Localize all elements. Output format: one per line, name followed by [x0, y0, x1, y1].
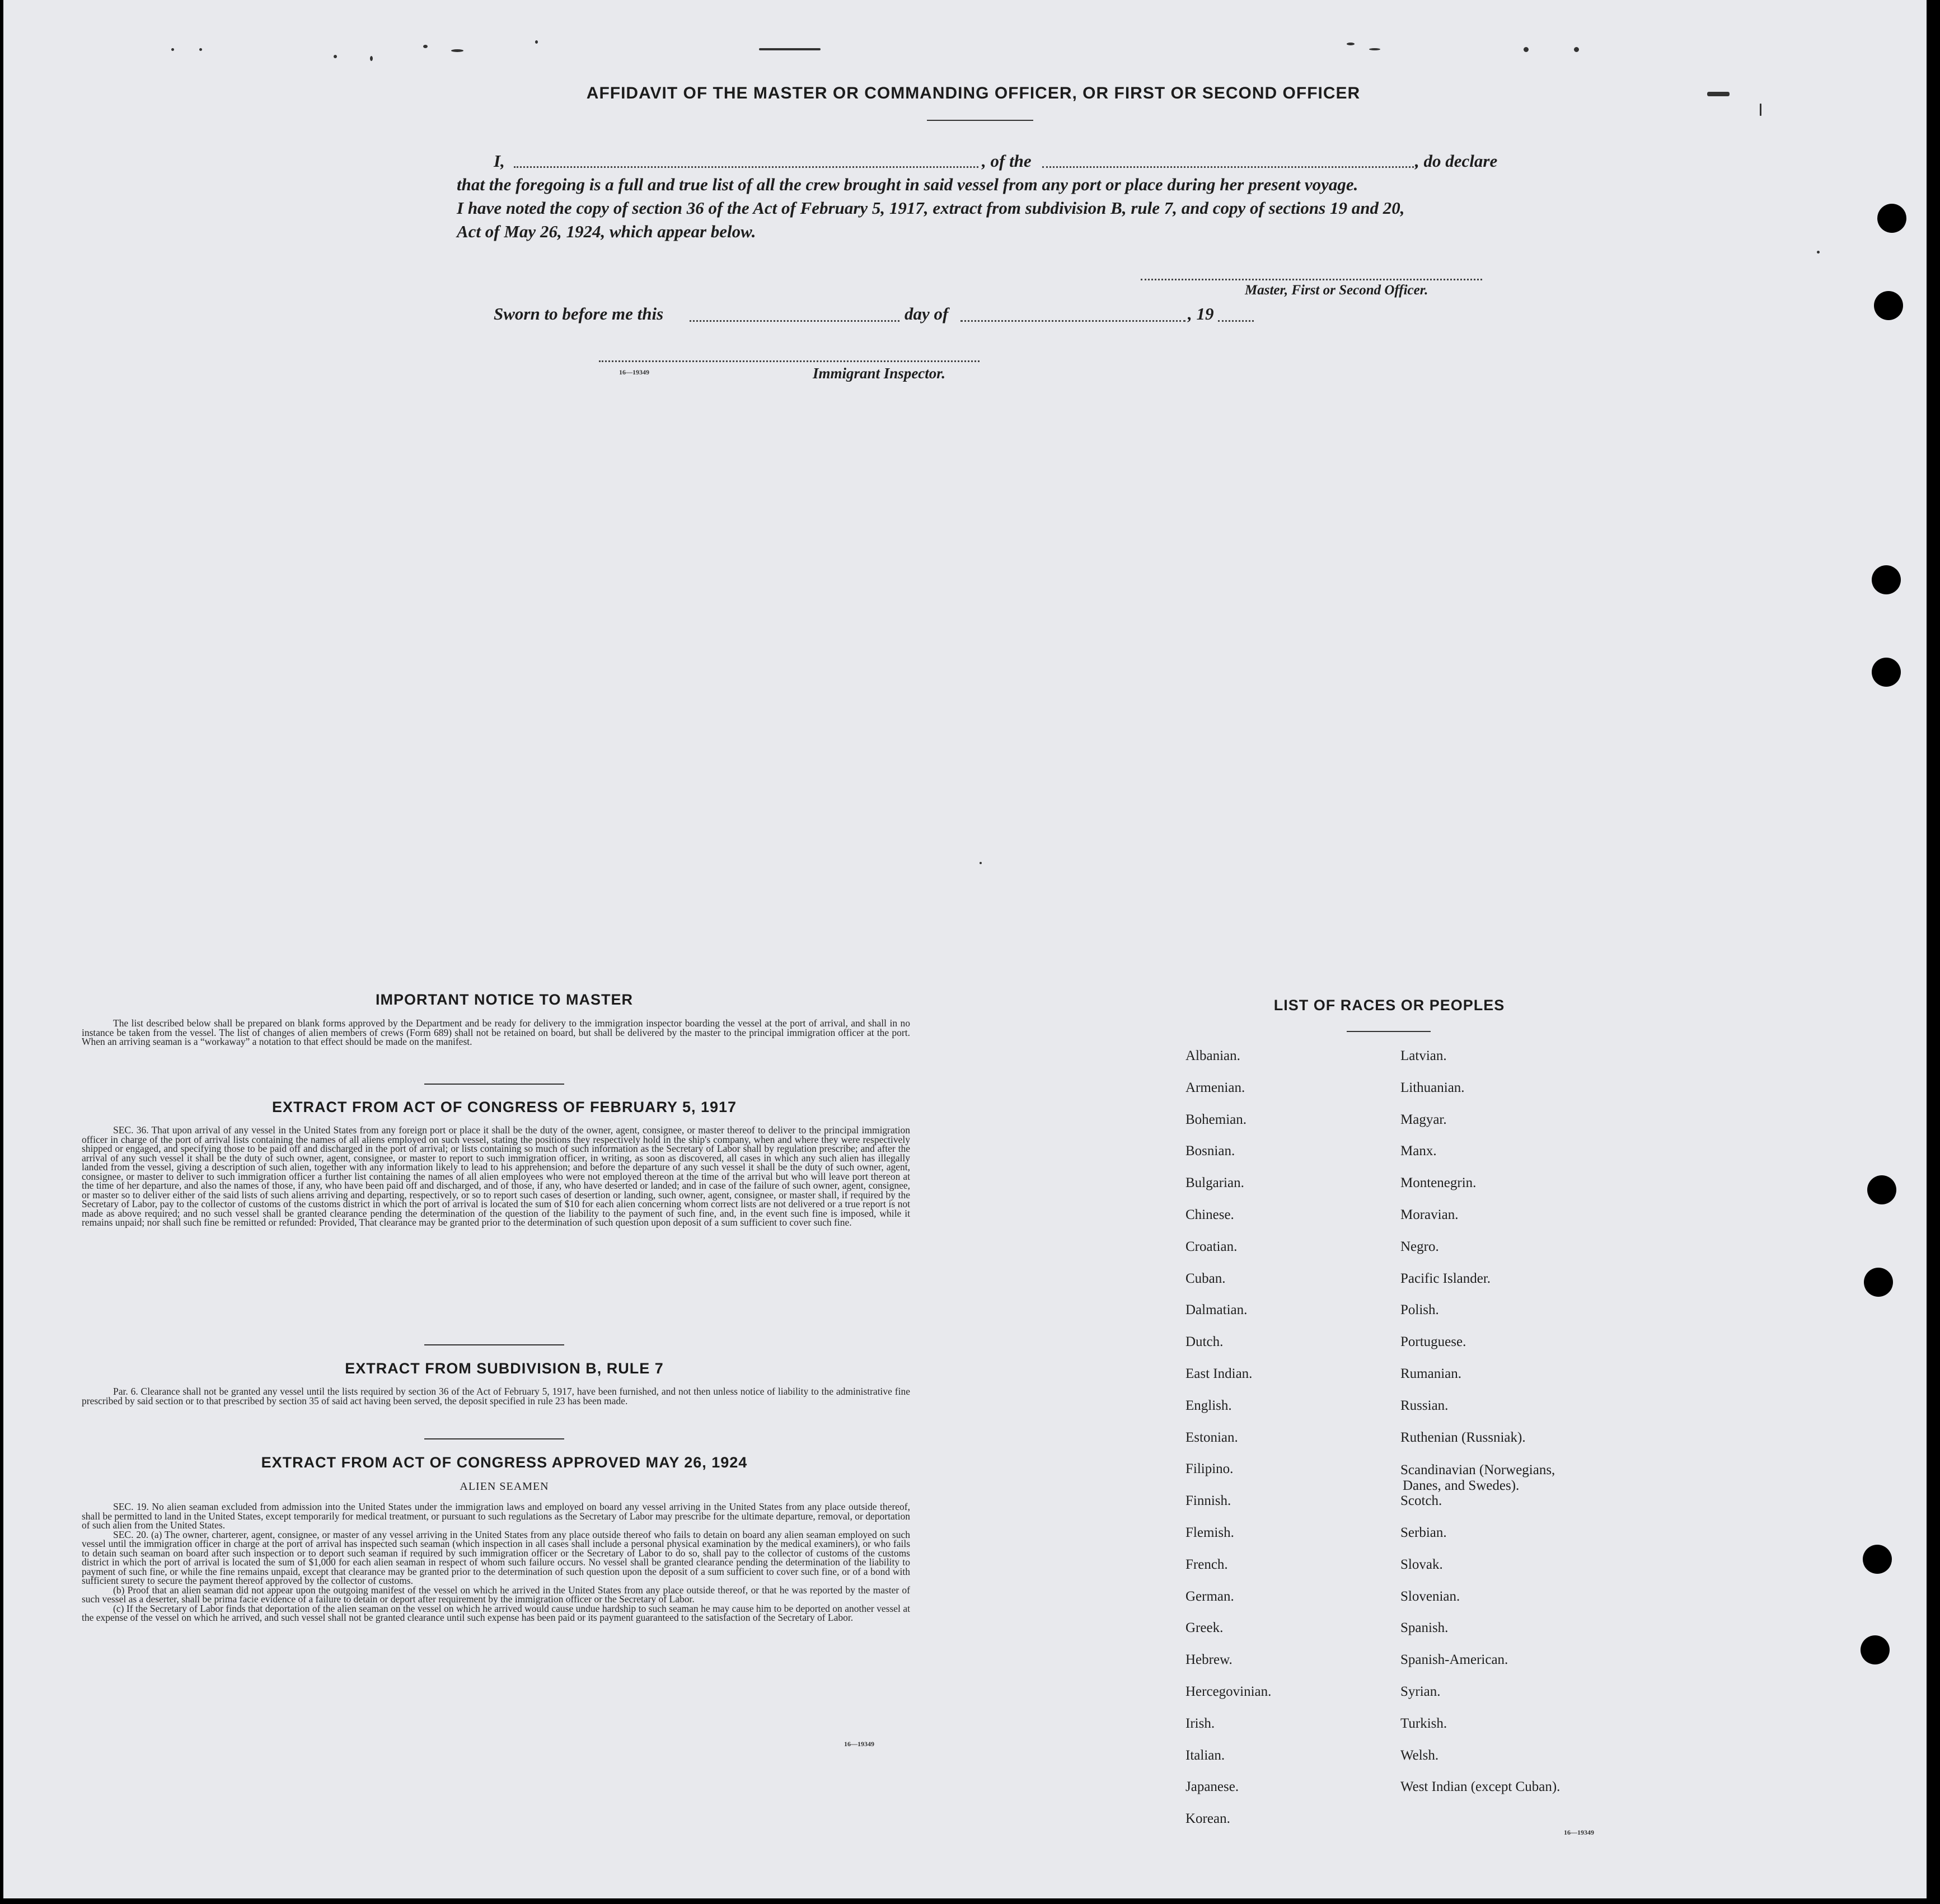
race-item-right: Montenegrin.	[1400, 1175, 1477, 1191]
day-of-label: day of	[905, 304, 949, 323]
sec20c-text: (c) If the Secretary of Labor finds that deportation of the alien seaman on the vessel on which he arrived would cause undue hardship to such seaman he may cause him to be deported on another vessel at the expense of the vessel on which he arrived, and such vessel shall not be granted clearance until such expense has been paid or its payment guaranteed to the satisfaction of the Secretary of Labor.	[82, 1602, 910, 1623]
race-item-left: Hercegovinian.	[1185, 1684, 1272, 1699]
title-rule	[927, 120, 1033, 121]
race-item-left: Cuban.	[1185, 1270, 1226, 1286]
rule7-body	[82, 1387, 910, 1405]
speck	[334, 55, 337, 58]
race-item-left: Dutch.	[1185, 1334, 1224, 1350]
race-item-left: Hebrew.	[1185, 1652, 1233, 1668]
sworn-label: Sworn to before me this	[494, 304, 664, 323]
race-item-left: Flemish.	[1185, 1525, 1234, 1540]
race-item-right: Ruthenian (Russniak).	[1400, 1429, 1526, 1445]
race-item-right: West Indian (except Cuban).	[1400, 1779, 1561, 1795]
race-item-right: Spanish-American.	[1400, 1652, 1508, 1668]
speck	[1574, 47, 1579, 52]
race-item-left: Bohemian.	[1185, 1112, 1247, 1127]
vessel-blank	[1042, 166, 1417, 168]
race-item-right: Latvian.	[1400, 1048, 1447, 1063]
speck	[370, 56, 373, 61]
alien-seamen-subtitle: ALIEN SEAMEN	[460, 1480, 549, 1493]
race-item-left: Irish.	[1185, 1715, 1215, 1731]
binder-hole	[1861, 1635, 1890, 1664]
notice-body	[82, 1019, 910, 1047]
binder-hole	[1867, 1175, 1896, 1204]
sec36-text: SEC. 36. That upon arrival of any vessel in the United States from any foreign port or place it shall be the duty of the owner, agent, consignee, or master thereof to deliver to the principal immigration officer in charge of the port of arrival lists containing the names of all aliens employed on such vessel, stating the positions they respectively hold in the ship's company, when and where they were respectively shipped or engaged, and specifying those to be paid off and discharged in the port of arrival; or lists containing so much of such information as the Secretary of Labor shall by regulation prescribe; and after the arrival of any such vessel it shall be the duty of such owner, agent, consignee, or master to report to such immigration officer, in writing, as soon as discovered, all cases in which any such alien has illegally landed from the vessel, giving a description of such alien, together with any information likely to lead to his apprehension; and before the departure of any such vessel it shall be the duty of such owner, agent, consignee, or master to deliver to such immigration officer a further list containing the names of all alien employees who were not employed thereon at the time of the arrival but who will leave port thereon at the time of her departure, and also the names of those, if any, who have been paid off and discharged, and of those, if any, who have deserted or landed; and in case of the failure of such owner, agent, consignee, or master so to deliver either of the said lists of such aliens arriving and departing, respectively, or so to report such cases of desertion or landing, such owner, agent, consignee, or master shall, if required by the Secretary of Labor, pay to the collector of customs of the customs district in which the port of arrival is located the sum of $10 for each alien concerning whom correct lists are not delivered or a true report is not made as above required; and no such vessel shall be granted clearance pending the determination of the question of the liability to the payment of such fine, and, in the event such fine is imposed, while it remains unpaid; nor shall such fine be remitted or refunded: Provided, That clearance may be granted prior to the determination of such question upon deposit of a sum sufficient to cover such fine.	[82, 1124, 910, 1228]
race-item-right: Moravian.	[1400, 1207, 1459, 1222]
race-item-right: Russian.	[1400, 1397, 1449, 1413]
race-item-left: Korean.	[1185, 1811, 1230, 1827]
speck	[199, 48, 202, 51]
race-item-left: German.	[1185, 1588, 1234, 1604]
race-item-left: French.	[1185, 1556, 1228, 1572]
speck	[1524, 47, 1529, 52]
binder-hole	[1872, 565, 1901, 594]
affidavit-i: I,	[494, 151, 505, 171]
binder-hole	[1877, 204, 1906, 233]
race-item-right: Slovenian.	[1400, 1588, 1460, 1604]
extract-1917-body	[82, 1125, 910, 1227]
document-page	[3, 0, 1927, 1898]
inspector-label: Immigrant Inspector.	[813, 365, 946, 382]
affidavit-of-the: , of the	[982, 151, 1032, 171]
affidavit-line-3: I have noted the copy of section 36 of the Act of February 5, 1917, extract from subdivision B, rule 7, and copy of sections 19 and 20,	[457, 198, 1405, 218]
race-item-left: East Indian.	[1185, 1366, 1253, 1381]
race-item-left: Croatian.	[1185, 1239, 1238, 1254]
race-item-right: Lithuanian.	[1400, 1080, 1465, 1095]
speck	[535, 40, 538, 44]
speck	[171, 48, 174, 51]
speck	[759, 48, 821, 50]
race-item-right: Pacific Islander.	[1400, 1270, 1491, 1286]
race-item-right: Serbian.	[1400, 1525, 1447, 1540]
race-item-right: Scandinavian (Norwegians,	[1400, 1462, 1555, 1478]
extract-1924-title: EXTRACT FROM ACT OF CONGRESS APPROVED MAY 26, 1924	[261, 1454, 748, 1471]
race-item-left: Italian.	[1185, 1747, 1225, 1763]
race-item-right: Turkish.	[1400, 1715, 1447, 1731]
affidavit-line-2: that the foregoing is a full and true list of all the crew brought in said vessel from any port or place during her present voyage.	[457, 175, 1358, 194]
binder-hole	[1872, 658, 1901, 687]
rule7-text: Par. 6. Clearance shall not be granted any vessel until the lists required by section 36 of the Act of February 5, 1917, have been furnished, and not then unless notice of liability to the administrative fine prescribed by said section or to that prescribed by section 35 of said act having been served, the deposit specified in rule 23 has been made.	[82, 1386, 910, 1406]
section-rule	[424, 1438, 564, 1439]
race-item-right: Syrian.	[1400, 1684, 1441, 1699]
year-prefix: , 19	[1188, 304, 1214, 323]
races-title: LIST OF RACES OR PEOPLES	[1273, 997, 1505, 1014]
race-item-right: Magyar.	[1400, 1112, 1447, 1127]
race-item-left: Filipino.	[1185, 1461, 1234, 1477]
binder-hole	[1874, 291, 1903, 320]
sec20b-text: (b) Proof that an alien seaman did not appear upon the outgoing manifest of the vessel on which he arrived in the United States from any place outside thereof, or that he was reported by the master of such vessel as a deserter, shall be prima facie evidence of a failure to detain or deport after requirement by the immigration officer or the Secretary of Labor.	[82, 1584, 910, 1605]
affidavit-title: AFFIDAVIT OF THE MASTER OR COMMANDING OFFICER, OR FIRST OR SECOND OFFICER	[586, 84, 1361, 102]
race-item-left: Finnish.	[1185, 1493, 1231, 1509]
section-rule	[424, 1344, 564, 1345]
extract-1924-body	[82, 1502, 910, 1622]
race-item-right: Danes, and Swedes).	[1403, 1478, 1520, 1494]
race-item-left: Bulgarian.	[1185, 1175, 1244, 1191]
speck	[1817, 251, 1820, 254]
race-item-left: Bosnian.	[1185, 1143, 1235, 1159]
master-signature-label: Master, First or Second Officer.	[1245, 283, 1428, 298]
race-item-right: Negro.	[1400, 1239, 1439, 1254]
binder-hole	[1864, 1268, 1893, 1297]
race-item-right: Polish.	[1400, 1302, 1439, 1318]
speck	[1369, 48, 1380, 50]
name-blank	[514, 166, 978, 168]
form-number-top: 16—19349	[619, 368, 649, 376]
speck	[423, 45, 428, 48]
year-blank	[1218, 320, 1254, 322]
race-item-left: Armenian.	[1185, 1080, 1245, 1095]
sworn-day-blank	[690, 320, 899, 322]
inspector-signature-line	[599, 360, 980, 362]
speck	[1760, 104, 1761, 116]
race-item-left: Albanian.	[1185, 1048, 1240, 1063]
master-signature-line	[1141, 279, 1482, 280]
race-item-left: Greek.	[1185, 1620, 1224, 1636]
section-rule	[424, 1084, 564, 1085]
race-item-right: Slovak.	[1400, 1556, 1443, 1572]
extract-1917-title: EXTRACT FROM ACT OF CONGRESS OF FEBRUARY 5, 1917	[271, 1099, 737, 1115]
form-number-left: 16—19349	[844, 1740, 874, 1748]
race-item-right: Scotch.	[1400, 1493, 1442, 1509]
race-item-left: English.	[1185, 1397, 1232, 1413]
races-rule	[1347, 1031, 1431, 1032]
sworn-month-blank	[960, 320, 1185, 322]
affidavit-line-4: Act of May 26, 1924, which appear below.	[457, 222, 756, 241]
speck	[451, 49, 463, 52]
sec19-text: SEC. 19. No alien seaman excluded from admission into the United States under the immigration laws and employed on board any vessel arriving in the United States from any place outside thereof, shall be permitted to land in the United States, except temporarily for medical treatment, or pursuant to such regulations as the Secretary of Labor may prescribe for the ultimate departure, removal, or deportation of such alien from the United States.	[82, 1501, 910, 1531]
race-item-right: Spanish.	[1400, 1620, 1449, 1636]
race-item-right: Rumanian.	[1400, 1366, 1462, 1381]
race-item-right: Manx.	[1400, 1143, 1437, 1159]
speck	[1347, 43, 1355, 45]
race-item-left: Dalmatian.	[1185, 1302, 1248, 1318]
form-number-right: 16—19349	[1564, 1828, 1594, 1836]
affidavit-do-declare: , do declare	[1415, 151, 1498, 171]
speck	[980, 862, 982, 864]
notice-text: The list described below shall be prepared on blank forms approved by the Department and be ready for delivery to the immigration inspector boarding the vessel at the port of arrival, and shall in no instance be taken from the vessel. The list of changes of alien members of crews (Form 689) shall not be retained on board, but shall be delivered by the master to the principal immigration officer at the port. When an arriving seaman is a “workaway” a notation to that effect should be made on the manifest.	[82, 1017, 910, 1047]
race-item-right: Portuguese.	[1400, 1334, 1466, 1350]
notice-title: IMPORTANT NOTICE TO MASTER	[376, 991, 633, 1008]
race-item-right: Welsh.	[1400, 1747, 1439, 1763]
race-item-left: Chinese.	[1185, 1207, 1234, 1222]
race-item-left: Japanese.	[1185, 1779, 1239, 1795]
sec20a-text: SEC. 20. (a) The owner, charterer, agent, consignee, or master of any vessel arriving in the United States from any place outside thereof who fails to detain on board any alien seaman employed on such vessel until the immigration officer in charge at the port of arrival has inspected such seaman (which inspection in all cases shall include a personal physical examination by the medical examiners), or who fails to detain such seaman on board after such inspection or to deport such seaman if required by such immigration officer or the Secretary of Labor to do so, shall pay to the collector of customs of the customs district in which the port of arrival is located the sum of $1,000 for each alien seaman in respect of whom such failure occurs. No vessel shall be granted clearance pending the determination of the liability to payment of such fine, or while the fine remains unpaid, except that clearance may be granted prior to the determination of such question upon the deposit of a sum sufficient to cover such fine, or of a bond with sufficient surety to secure the payment thereof approved by the collector of customs.	[82, 1528, 910, 1586]
race-item-left: Estonian.	[1185, 1429, 1238, 1445]
binder-hole	[1863, 1545, 1892, 1574]
rule7-title: EXTRACT FROM SUBDIVISION B, RULE 7	[345, 1360, 664, 1377]
